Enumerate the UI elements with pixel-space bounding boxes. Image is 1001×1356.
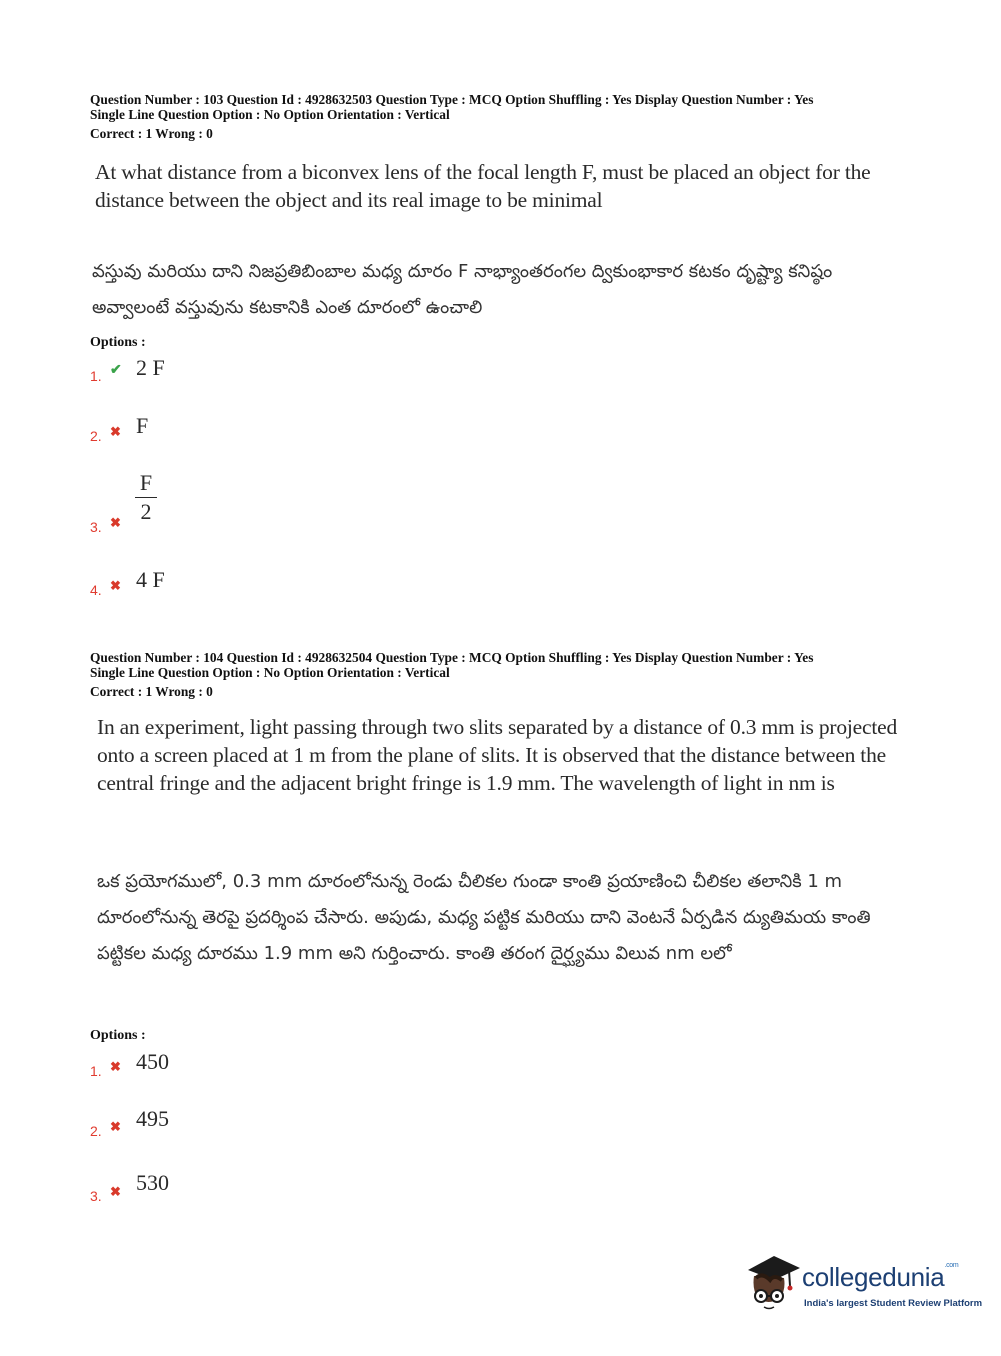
option-number: 2. (90, 428, 102, 444)
option-number: 1. (90, 368, 102, 384)
fraction-value (135, 470, 157, 525)
cross-icon: ✖ (110, 515, 121, 530)
brand-name (802, 1262, 958, 1293)
q104-question-text: In an experiment, light passing through two slits separated by a distance of 0.3 mm is projected onto a screen placed at 1 m from the plane of slits. It is observed that the distance between the central fringe and the adjacent bright fringe is 1.9 mm. The wavelength of light in nm is (97, 715, 898, 795)
q103-telugu-text: వస్తువు మరియు దాని నిజప్రతిబింబాల మధ్య దూరం F నాభ్యాంతరంగల ద్వికుంభాకార కటకం దృష్ట్యా కనిష్ఠం అవ్వాలంటే వస్తువును కటకానికి ఎంత దూరంలో ఉంచాలి (92, 261, 833, 318)
q104-meta-line-2: Single Line Question Option : No Option Orientation : Vertical (90, 665, 450, 680)
fraction-numerator: F (139, 470, 153, 495)
option-value: 4 F (136, 567, 165, 592)
option-value: F (136, 413, 149, 438)
option-value: 450 (136, 1049, 169, 1074)
cross-icon: ✖ (110, 424, 121, 439)
brand-tagline: India's largest Student Review Platform (804, 1298, 983, 1309)
cross-icon: ✖ (110, 1059, 121, 1074)
option-value: 530 (136, 1170, 169, 1195)
q104-meta-line-3: Correct : 1 Wrong : 0 (90, 684, 213, 699)
cross-icon: ✖ (110, 1119, 121, 1134)
brand-suffix: .com (944, 1262, 959, 1269)
option-value: 495 (136, 1106, 169, 1131)
q104-options-label: Options : (90, 1028, 146, 1043)
option-number: 4. (90, 582, 102, 598)
q103-meta-line-1: Question Number : 103 Question Id : 4928632503 Question Type : MCQ Option Shuffling : Yes Display Question Number : Yes (90, 92, 814, 107)
mascot-icon (744, 1250, 802, 1320)
cross-icon: ✖ (110, 578, 121, 593)
option-number: 2. (90, 1123, 102, 1139)
q104-telugu-text: ఒక ప్రయోగములో, 0.3 mm దూరంలోనున్న రెండు చీలికల గుండా కాంతి ప్రయాణించి చీలికల తలానికి 1 m దూరంలోనున్న తెరపై ప్రదర్శింప చేసారు. అపుడు, మధ్య పట్టిక మరియు దాని వెంటనే ఏర్పడిన ద్యుతిమయ కాంతి పట్టికల మధ్య దూరము 1.9 mm అని గుర్తించారు. కాంతి తరంగ దైర్ఘ్యము విలువ nm లలో (97, 871, 871, 964)
fraction-bar (135, 497, 157, 498)
q103-question-text: At what distance from a biconvex lens of the focal length F, must be placed an object for the distance between the object and its real image to be minimal (95, 160, 871, 212)
q103-meta-line-2: Single Line Question Option : No Option Orientation : Vertical (90, 107, 450, 122)
cross-icon: ✖ (110, 1184, 121, 1199)
option-value: 2 F (136, 355, 165, 380)
q104-meta-line-1: Question Number : 104 Question Id : 4928632504 Question Type : MCQ Option Shuffling : Yes Display Question Number : Yes (90, 650, 814, 665)
collegedunia-logo (744, 1250, 983, 1320)
option-number: 1. (90, 1063, 102, 1079)
option-number: 3. (90, 1188, 102, 1204)
brand-text: collegedunia (802, 1262, 945, 1292)
q103-options-label: Options : (90, 335, 146, 350)
q103-meta-line-3: Correct : 1 Wrong : 0 (90, 126, 213, 141)
option-number: 3. (90, 519, 102, 535)
check-icon: ✔ (110, 363, 122, 378)
fraction-denominator: 2 (140, 499, 152, 524)
